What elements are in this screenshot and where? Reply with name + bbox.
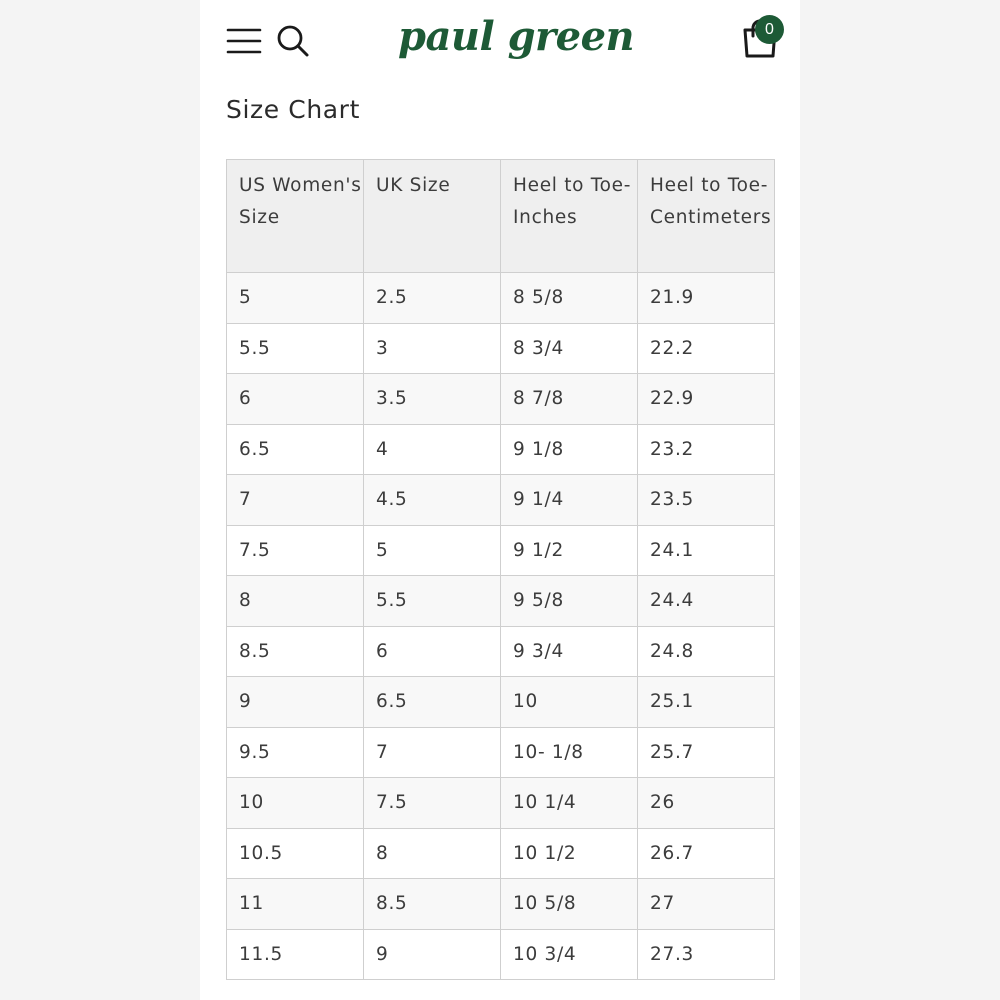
cart-count-badge: 0 xyxy=(755,15,784,44)
table-row xyxy=(227,929,775,980)
table-cell: 10 3/4 xyxy=(501,929,638,980)
table-cell: 6 xyxy=(227,374,364,425)
table-cell: 8 xyxy=(364,828,501,879)
menu-button[interactable] xyxy=(226,24,262,56)
table-cell: 9.5 xyxy=(227,727,364,778)
table-cell: 9 1/8 xyxy=(501,424,638,475)
table-row xyxy=(227,374,775,425)
page xyxy=(200,0,800,1000)
table-cell: 8 5/8 xyxy=(501,273,638,324)
table-row xyxy=(227,727,775,778)
table-cell: 7 xyxy=(227,475,364,526)
table-cell: 10- 1/8 xyxy=(501,727,638,778)
table-cell: 5.5 xyxy=(364,576,501,627)
table-header-row xyxy=(227,160,775,273)
search-button[interactable] xyxy=(276,24,310,58)
table-row xyxy=(227,424,775,475)
column-header: UK Size xyxy=(364,160,501,273)
table-cell: 3 xyxy=(364,323,501,374)
table-row xyxy=(227,879,775,930)
table-cell: 9 5/8 xyxy=(501,576,638,627)
table-cell: 27.3 xyxy=(638,929,775,980)
table-cell: 7.5 xyxy=(364,778,501,829)
table-row xyxy=(227,828,775,879)
search-icon xyxy=(276,24,310,58)
table-cell: 9 xyxy=(364,929,501,980)
table-cell: 9 xyxy=(227,677,364,728)
hamburger-menu-icon xyxy=(226,24,262,56)
right-backdrop xyxy=(800,0,1000,1000)
table-cell: 22.2 xyxy=(638,323,775,374)
table-cell: 10 1/4 xyxy=(501,778,638,829)
table-cell: 9 1/4 xyxy=(501,475,638,526)
site-header xyxy=(200,0,800,85)
table-cell: 6.5 xyxy=(364,677,501,728)
table-cell: 21.9 xyxy=(638,273,775,324)
table-cell: 4 xyxy=(364,424,501,475)
table-cell: 24.8 xyxy=(638,626,775,677)
table-cell: 2.5 xyxy=(364,273,501,324)
table-cell: 10 xyxy=(501,677,638,728)
table-cell: 11 xyxy=(227,879,364,930)
table-cell: 5.5 xyxy=(227,323,364,374)
table-cell: 8.5 xyxy=(364,879,501,930)
table-cell: 10.5 xyxy=(227,828,364,879)
table-cell: 26.7 xyxy=(638,828,775,879)
table-cell: 23.2 xyxy=(638,424,775,475)
table-row xyxy=(227,677,775,728)
table-cell: 8.5 xyxy=(227,626,364,677)
table-row xyxy=(227,273,775,324)
table-cell: 24.4 xyxy=(638,576,775,627)
table-cell: 9 3/4 xyxy=(501,626,638,677)
table-cell: 4.5 xyxy=(364,475,501,526)
table-cell: 5 xyxy=(227,273,364,324)
table-row xyxy=(227,323,775,374)
table-cell: 6.5 xyxy=(227,424,364,475)
table-body xyxy=(227,273,775,980)
table-row xyxy=(227,778,775,829)
table-cell: 22.9 xyxy=(638,374,775,425)
brand-logo[interactable]: paul green xyxy=(398,13,635,60)
table-cell: 11.5 xyxy=(227,929,364,980)
column-header: Heel to Toe- Inches xyxy=(501,160,638,273)
table-cell: 5 xyxy=(364,525,501,576)
table-row xyxy=(227,525,775,576)
table-cell: 3.5 xyxy=(364,374,501,425)
table-cell: 25.7 xyxy=(638,727,775,778)
left-backdrop xyxy=(0,0,200,1000)
table-cell: 24.1 xyxy=(638,525,775,576)
table-cell: 8 7/8 xyxy=(501,374,638,425)
table-cell: 9 1/2 xyxy=(501,525,638,576)
table-row xyxy=(227,576,775,627)
table-cell: 10 xyxy=(227,778,364,829)
column-header: US Women's Size xyxy=(227,160,364,273)
table-cell: 23.5 xyxy=(638,475,775,526)
table-cell: 26 xyxy=(638,778,775,829)
table-row xyxy=(227,475,775,526)
table-cell: 7.5 xyxy=(227,525,364,576)
page-title: Size Chart xyxy=(226,95,360,124)
table-row xyxy=(227,626,775,677)
column-header: Heel to Toe- Centimeters xyxy=(638,160,775,273)
table-cell: 25.1 xyxy=(638,677,775,728)
table-cell: 6 xyxy=(364,626,501,677)
table-cell: 8 xyxy=(227,576,364,627)
table-cell: 27 xyxy=(638,879,775,930)
table-cell: 7 xyxy=(364,727,501,778)
size-chart-table xyxy=(226,159,775,980)
table-cell: 10 5/8 xyxy=(501,879,638,930)
table-cell: 8 3/4 xyxy=(501,323,638,374)
table-cell: 10 1/2 xyxy=(501,828,638,879)
